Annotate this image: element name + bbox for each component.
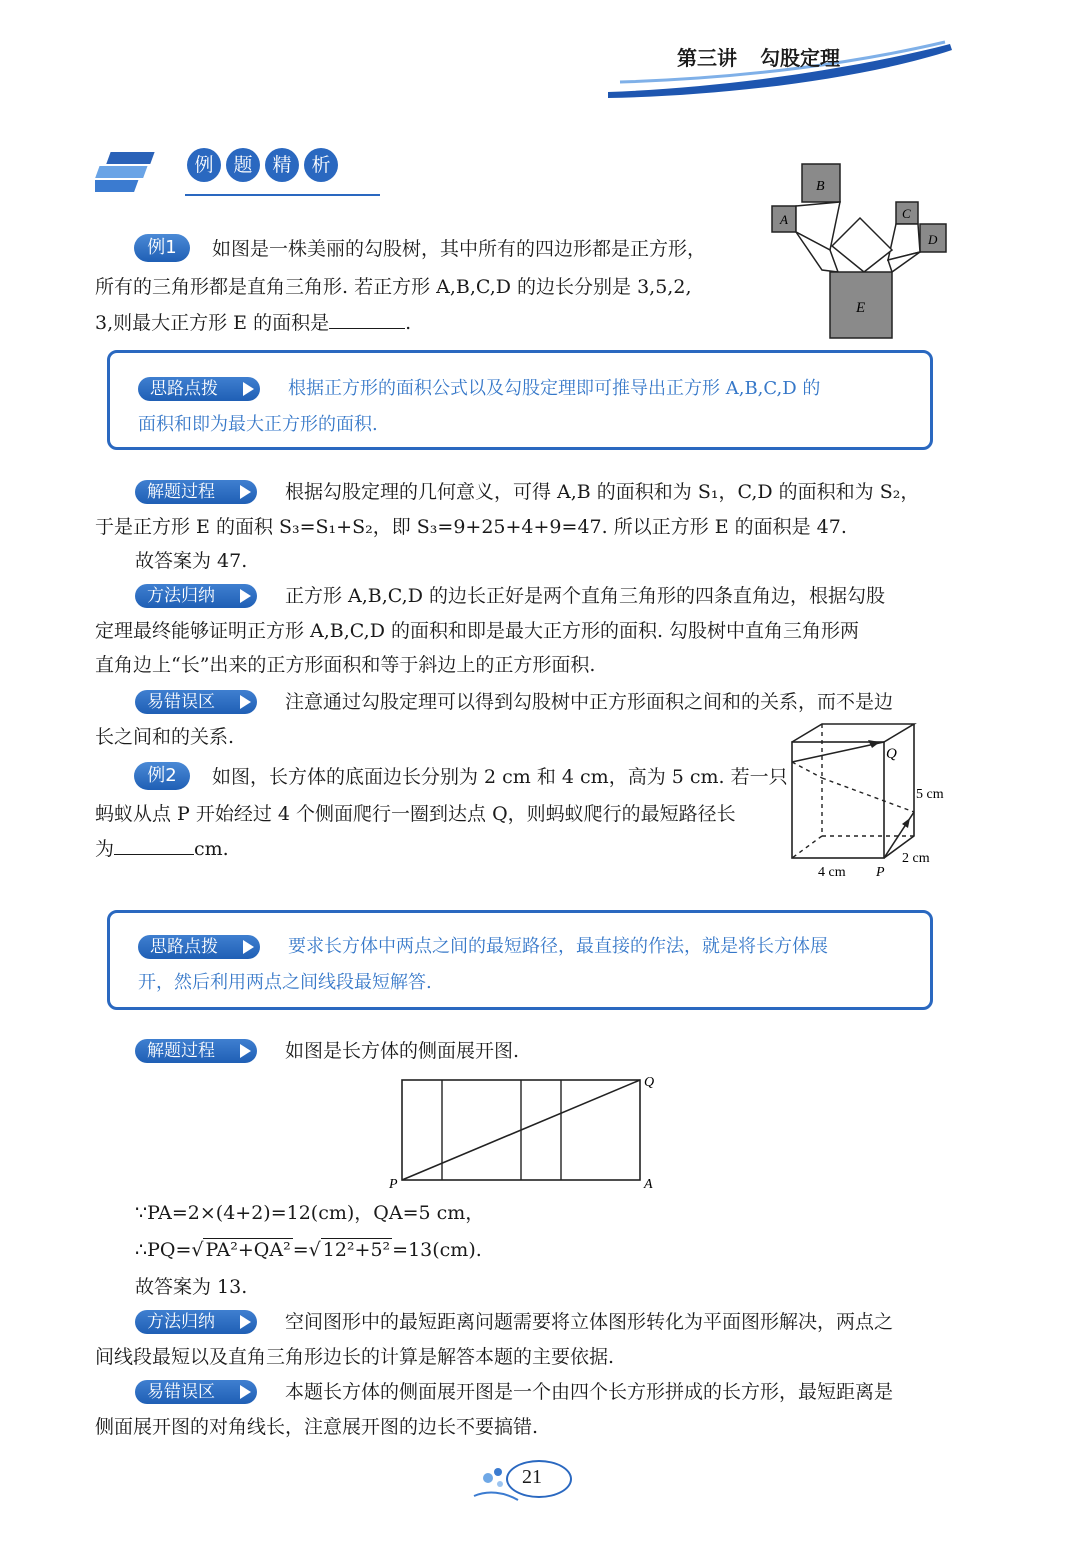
- page-number-badge: [470, 1450, 580, 1510]
- section-title-char-3: 析: [304, 148, 338, 182]
- example-2-idea-line-1: 要求长方体中两点之间的最短路径，最直接的作法，就是将长方体展: [288, 936, 828, 957]
- example-2-method-label: 方法归纳: [135, 1310, 257, 1334]
- label-d: D: [928, 232, 938, 247]
- section-title-char-1: 题: [226, 148, 260, 182]
- example-1-line-1: 如图是一株美丽的勾股树，其中所有的四边形都是正方形，: [212, 238, 707, 260]
- example-1-idea-line-2: 面积和即为最大正方形的面积.: [138, 414, 378, 435]
- example-2-method-line-2: 间线段最短以及直角三角形边长的计算是解答本题的主要依据.: [95, 1346, 615, 1368]
- example-2-mistake-line-1: 本题长方体的侧面展开图是一个由四个长方形拼成的长方形，最短距离是: [285, 1381, 894, 1403]
- calc-sqrt-2: 12²+5²: [322, 1239, 391, 1261]
- example-2-answer: 故答案为 13.: [135, 1276, 248, 1298]
- example-2-line-2: 蚂蚁从点 P 开始经过 4 个侧面爬行一圈到达点 Q，则蚂蚁爬行的最短路径长: [95, 803, 736, 825]
- cuboid-label-height: 5 cm: [916, 787, 944, 802]
- page-header: [600, 30, 960, 100]
- calc-sqrt-1: PA²+QA²: [205, 1239, 291, 1261]
- example-2-mistake-label: 易错误区: [135, 1380, 257, 1404]
- cuboid-label-length: 4 cm: [818, 865, 846, 880]
- example-2-idea-label: 思路点拨: [138, 935, 260, 959]
- example-2-idea-line-2: 开，然后利用两点之间线段最短解答.: [138, 972, 432, 993]
- example-1-method-line-3: 直角边上“长”出来的正方形面积和等于斜边上的正方形面积.: [95, 654, 596, 676]
- example-2-line-1: 如图，长方体的底面边长分别为 2 cm 和 4 cm，高为 5 cm. 若一只: [212, 766, 788, 788]
- example-2-question: 为: [95, 838, 115, 860]
- cuboid-figure: [780, 718, 960, 888]
- example-1-question: 3,则最大正方形 E 的面积是: [95, 312, 330, 334]
- example-1-solution-line-2: 于是正方形 E 的面积 S₃=S₁+S₂，即 S₃=9+25+4+9=47. 所以正方形 E 的面积是 47.: [95, 516, 847, 538]
- net-label-a: A: [644, 1177, 653, 1190]
- example-2-solution-label: 解题过程: [135, 1039, 257, 1063]
- books-icon: [95, 140, 165, 210]
- example-1-line-2: 所有的三角形都是直角三角形. 若正方形 A,B,C,D 的边长分别是 3,5,2,: [95, 276, 692, 298]
- page-number: 21: [522, 1466, 542, 1488]
- calc-result: =13(cm).: [392, 1239, 482, 1261]
- example-1-solution-label: 解题过程: [135, 480, 257, 504]
- section-title-char-2: 精: [265, 148, 299, 182]
- example-1-answer: 故答案为 47.: [135, 550, 248, 572]
- example-1-badge: 例1: [134, 234, 190, 262]
- example-2-idea-box: [107, 910, 933, 1010]
- example-2-badge: 例2: [134, 762, 190, 790]
- section-title: [95, 140, 385, 210]
- label-b: B: [816, 179, 825, 194]
- calc-pq: ∴PQ=: [135, 1239, 192, 1261]
- example-1-mistake-label: 易错误区: [135, 690, 257, 714]
- example-1-mistake-line-1: 注意通过勾股定理可以得到勾股树中正方形面积之间和的关系，而不是边: [285, 691, 894, 713]
- section-title-char-0: 例: [187, 148, 221, 182]
- cuboid-label-p: P: [876, 865, 885, 880]
- answer-blank-1[interactable]: [329, 306, 405, 329]
- example-1-method-label: 方法归纳: [135, 584, 257, 608]
- example-1-mistake-line-2: 长之间和的关系.: [95, 726, 235, 748]
- example-2-method-line-1: 空间图形中的最短距离问题需要将立体图形转化为平面图形解决，两点之: [285, 1311, 894, 1333]
- label-a: A: [780, 212, 788, 227]
- cuboid-label-q: Q: [886, 746, 897, 762]
- example-1-line-3: [95, 306, 411, 340]
- example-2-unit: cm.: [194, 838, 229, 860]
- example-2-solution-intro: 如图是长方体的侧面展开图.: [285, 1040, 520, 1062]
- example-2-calc-1: ∵PA=2×(4+2)=12(cm)，QA=5 cm，: [135, 1202, 485, 1224]
- example-2-line-3: [95, 832, 229, 866]
- label-e: E: [856, 300, 866, 316]
- example-2-mistake-line-2: 侧面展开图的对角线长，注意展开图的边长不要搞错.: [95, 1416, 539, 1438]
- cuboid-label-width: 2 cm: [902, 851, 930, 866]
- example-1-period: .: [405, 312, 412, 334]
- pythagoras-tree-figure: [768, 160, 958, 350]
- example-1-method-line-2: 定理最终能够证明正方形 A,B,C,D 的面积和即是最大正方形的面积. 勾股树中直角三角形两: [95, 620, 860, 642]
- example-1-method-line-1: 正方形 A,B,C,D 的边长正好是两个直角三角形的四条直角边，根据勾股: [285, 585, 885, 607]
- label-c: C: [902, 206, 911, 221]
- example-1-idea-line-1: 根据正方形的面积公式以及勾股定理即可推导出正方形 A,B,C,D 的: [288, 378, 821, 399]
- example-1-solution-line-1: 根据勾股定理的几何意义，可得 A,B 的面积和为 S₁，C,D 的面积和为 S₂，: [285, 481, 920, 503]
- answer-blank-2[interactable]: [114, 832, 194, 855]
- net-label-p: P: [389, 1177, 398, 1190]
- example-1-idea-label: 思路点拨: [138, 377, 260, 401]
- example-1-idea-box: [107, 350, 933, 450]
- net-label-q: Q: [644, 1075, 655, 1090]
- unfolded-net-figure: [385, 1070, 675, 1190]
- header-chapter: 第三讲: [677, 46, 737, 70]
- calc-equals: =: [292, 1239, 309, 1261]
- example-2-calc-2: ∴PQ=√ PA²+QA² =√ 12²+5² =13(cm).: [135, 1239, 482, 1261]
- header-title: 勾股定理: [760, 46, 840, 70]
